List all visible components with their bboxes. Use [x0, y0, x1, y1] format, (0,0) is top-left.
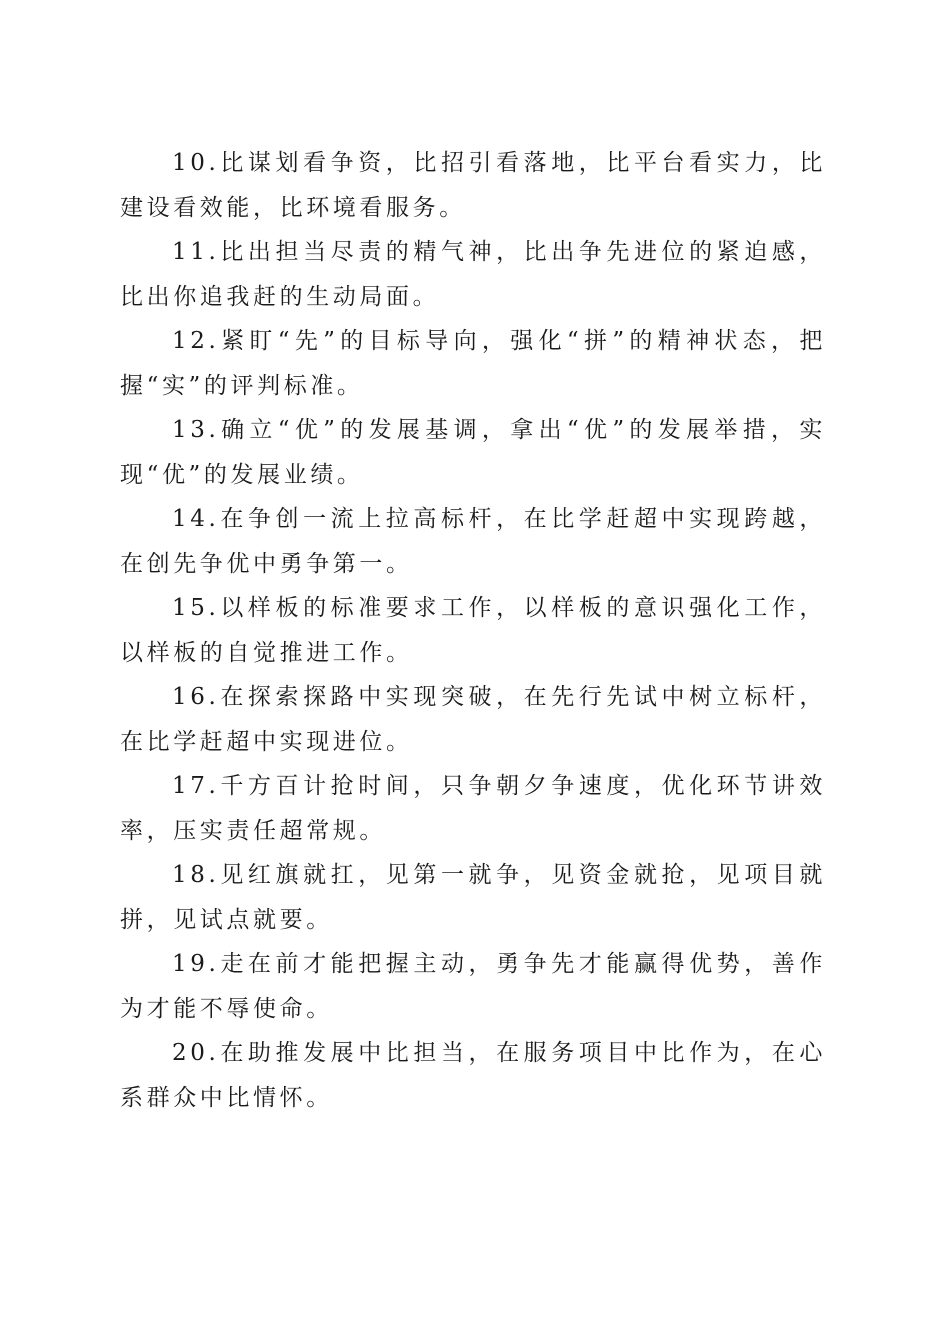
paragraph-11: 11.比出担当尽责的精气神，比出争先进位的紧迫感，比出你追我赶的生动局面。	[120, 239, 826, 310]
paragraph-15: 15.以样板的标准要求工作，以样板的意识强化工作，以样板的自觉推进工作。	[120, 595, 826, 666]
paragraph-20: 20.在助推发展中比担当，在服务项目中比作为，在心系群众中比情怀。	[120, 1040, 826, 1111]
paragraph-18: 18.见红旗就扛，见第一就争，见资金就抢，见项目就拼，见试点就要。	[120, 862, 826, 933]
paragraph-10: 10.比谋划看争资，比招引看落地，比平台看实力，比建设看效能，比环境看服务。	[120, 150, 826, 221]
paragraph-16: 16.在探索探路中实现突破，在先行先试中树立标杆，在比学赶超中实现进位。	[120, 684, 826, 755]
paragraph-13: 13.确立“优”的发展基调，拿出“优”的发展举措，实现“优”的发展业绩。	[120, 417, 826, 488]
paragraph-17: 17.千方百计抢时间，只争朝夕争速度，优化环节讲效率，压实责任超常规。	[120, 773, 826, 844]
document-body	[120, 141, 826, 1120]
paragraph-14: 14.在争创一流上拉高标杆，在比学赶超中实现跨越，在创先争优中勇争第一。	[120, 506, 826, 577]
paragraph-19: 19.走在前才能把握主动，勇争先才能赢得优势，善作为才能不辱使命。	[120, 951, 826, 1022]
paragraph-12: 12.紧盯“先”的目标导向，强化“拼”的精神状态，把握“实”的评判标准。	[120, 328, 826, 399]
